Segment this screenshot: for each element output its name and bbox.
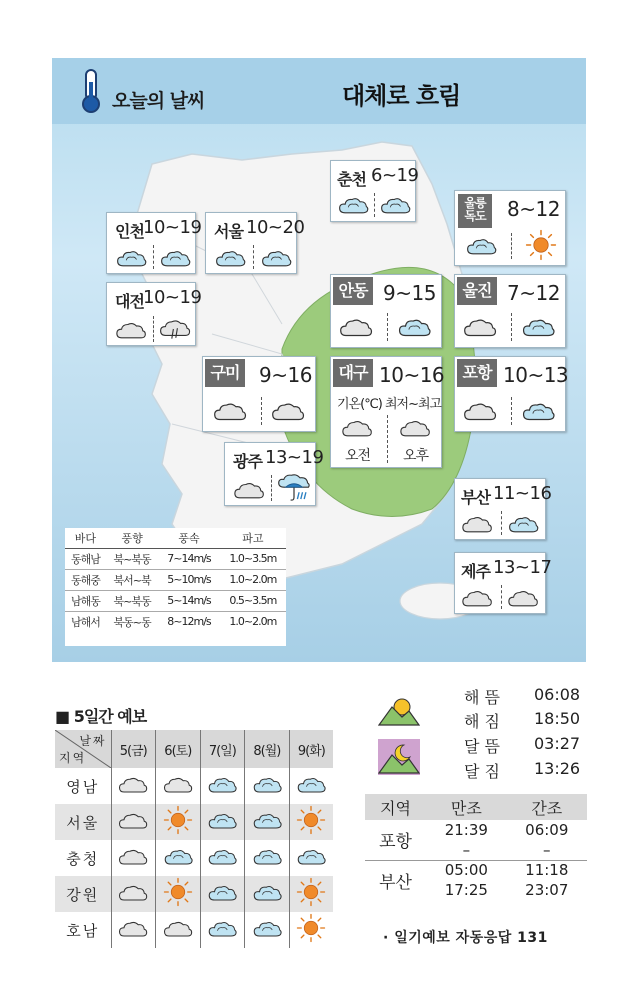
partly-cloudy-icon: [252, 882, 282, 903]
sea-header: 바다: [65, 528, 106, 548]
city-temp: 8~12: [507, 197, 560, 221]
forecast-region: 호남: [55, 912, 111, 948]
cloudy-icon: [118, 918, 148, 939]
forecast-cell: [245, 876, 290, 912]
sea-conditions-table: [65, 528, 286, 646]
sea-cell: 0.5~3.5m: [220, 590, 286, 611]
sea-header: 파고: [220, 528, 286, 548]
city-card-busan: [454, 478, 552, 540]
legend-am-label: 오전: [345, 448, 371, 464]
partly-cloudy-icon: [207, 882, 237, 903]
city-temp: 11~16: [493, 483, 552, 504]
forecast-cell: [245, 912, 290, 948]
city-temp: 9~16: [259, 363, 312, 387]
city-card-pohang: [454, 356, 569, 432]
city-name: 제주: [461, 562, 490, 581]
city-temp: 10~19: [143, 217, 202, 238]
sunrise-time: 06:08: [534, 685, 581, 704]
sea-cell: 남해동: [65, 590, 106, 611]
partly-cloudy-icon: [115, 247, 147, 269]
cloudy-icon: [118, 846, 148, 867]
sea-cell: 북~북동: [106, 590, 158, 611]
tide-low: –: [543, 840, 551, 859]
sea-cell: 북동~동: [113, 615, 151, 629]
legend-unit-text: 기온(℃) 최저~최고: [337, 397, 442, 412]
city-name: 안동: [333, 277, 373, 305]
cloudy-icon: [463, 399, 497, 423]
city-card-uljin: [454, 274, 566, 348]
forecast-row: [55, 768, 333, 804]
table-row: [65, 548, 286, 569]
city-name: 서울: [214, 222, 243, 241]
sea-cell: 5~14m/s: [158, 590, 219, 611]
city-name: 인천: [115, 222, 144, 241]
legend-pm-label: 오후: [403, 448, 429, 464]
moonset-label: 달 짐: [464, 762, 500, 781]
city-name: 울진: [457, 277, 497, 305]
forecast-cell: [156, 768, 201, 804]
tide-high: –: [462, 840, 471, 859]
city-temp: 9~15: [383, 281, 436, 305]
city-card-chuncheon: [330, 160, 419, 222]
partly-cloudy-icon: [521, 315, 555, 339]
tide-table: [365, 794, 587, 900]
partly-cloudy-icon: [252, 846, 282, 867]
moonrise-time: 03:27: [534, 734, 581, 753]
partly-cloudy-icon: [207, 774, 237, 795]
city-card-jeju: [454, 552, 552, 614]
city-name: 부산: [461, 488, 490, 507]
forecast-region: 강원: [55, 876, 111, 912]
table-row: [365, 860, 587, 880]
forecast-row: [55, 876, 333, 912]
five-day-forecast-table: [55, 730, 333, 948]
sea-cell: 8~12m/s: [167, 615, 211, 629]
partly-cloudy-icon: [397, 315, 431, 339]
forecast-cell: [289, 912, 333, 948]
table-row: [65, 611, 286, 632]
city-card-andong: [330, 274, 442, 348]
forecast-day: 5(금): [111, 730, 156, 768]
partly-cloudy-icon: [252, 810, 282, 831]
sunny-icon: [163, 805, 193, 835]
forecast-cell: [245, 840, 290, 876]
city-card-seoul: [205, 212, 305, 274]
cloudy-icon: [461, 513, 493, 535]
forecast-cell: [156, 912, 201, 948]
forecast-region: 서울: [55, 804, 111, 840]
partly-cloudy-icon: [252, 918, 282, 939]
forecast-cell: [289, 840, 333, 876]
sea-cell: 동해중: [65, 569, 106, 590]
header-bar: [52, 58, 586, 124]
sunrise-label: 해 뜸: [464, 688, 500, 707]
tide-header: 간조: [507, 794, 587, 820]
forecast-row: [55, 912, 333, 948]
tide-high: 17:25: [444, 881, 488, 899]
city-name: 대구: [333, 359, 373, 387]
partly-cloudy-icon: [379, 194, 411, 216]
sea-cell: 1.0~2.0m: [220, 569, 286, 590]
forecast-cell: [111, 912, 156, 948]
city-temp: 13~19: [265, 447, 324, 468]
cloudy-icon: [213, 399, 247, 423]
forecast-cell: [289, 804, 333, 840]
city-temp: 7~12: [507, 281, 560, 305]
partly-cloudy-icon: [296, 846, 326, 867]
sea-cell: 북~북동: [106, 548, 158, 569]
sunny-icon: [296, 913, 326, 943]
sunny-icon: [296, 877, 326, 907]
table-row: [65, 590, 286, 611]
moonrise-icon: [378, 739, 420, 775]
cloudy-icon: [271, 399, 305, 423]
cloudy-icon: [115, 319, 147, 341]
city-temp: 10~16: [379, 363, 445, 387]
corner-region-label: 지역: [59, 751, 87, 765]
sea-cell: 1.0~3.5m: [220, 548, 286, 569]
cloudy-icon: [339, 315, 373, 339]
forecast-row: [55, 804, 333, 840]
cloudy-icon: [233, 479, 265, 501]
moonset-time: 13:26: [534, 759, 581, 778]
partly-cloudy-icon: [260, 247, 292, 269]
city-name: 대전: [115, 292, 144, 311]
summary-title: 대체로 흐림: [342, 82, 461, 110]
tide-high: 05:00: [426, 860, 506, 880]
corner-divider: [55, 730, 111, 768]
forecast-row: [55, 840, 333, 876]
forecast-cell: [200, 912, 245, 948]
forecast-corner: [55, 730, 111, 768]
tide-high: 21:39: [444, 821, 488, 839]
cloudy-icon: [463, 315, 497, 339]
city-card-gumi: [202, 356, 316, 432]
today-weather-label: 오늘의 날씨: [112, 90, 205, 112]
sea-header: 풍향: [106, 528, 158, 548]
partly-cloudy-icon: [214, 247, 246, 269]
forecast-cell: [156, 804, 201, 840]
forecast-day: 6(토): [156, 730, 201, 768]
tide-header: 만조: [426, 794, 506, 820]
forecast-cell: [245, 804, 290, 840]
city-card-incheon: [106, 212, 202, 274]
corner-date-label: 날짜: [79, 734, 107, 748]
forecast-cell: [200, 840, 245, 876]
cloudy-icon: [118, 882, 148, 903]
partly-cloudy-icon: [163, 846, 193, 867]
cloudy-icon: [399, 417, 431, 439]
city-name: 포항: [457, 359, 497, 387]
tide-low: 06:09: [525, 821, 569, 839]
partly-cloudy-icon: [521, 399, 555, 423]
partly-cloudy-icon: [337, 194, 369, 216]
cloudy-icon: [341, 417, 373, 439]
sea-cell: 북서~북: [106, 569, 158, 590]
table-row: [65, 569, 286, 590]
forecast-cell: [289, 768, 333, 804]
partly-cloudy-icon: [207, 810, 237, 831]
city-card-gwangju: [224, 442, 324, 506]
sunset-label: 해 짐: [464, 712, 500, 731]
cloudy-icon: [163, 774, 193, 795]
forecast-region: 충청: [55, 840, 111, 876]
sea-cell: 1.0~2.0m: [229, 615, 277, 629]
tide-low: 11:18: [507, 860, 587, 880]
forecast-cell: [111, 876, 156, 912]
forecast-cell: [200, 804, 245, 840]
forecast-cell: [111, 804, 156, 840]
partly-cloudy-icon: [296, 774, 326, 795]
cloudy-icon: [163, 918, 193, 939]
city-temp: 10~13: [503, 363, 569, 387]
forecast-title: ■ 5일간 예보: [55, 707, 147, 726]
forecast-day: 8(월): [245, 730, 290, 768]
city-name: 춘천: [337, 170, 366, 189]
thermometer-icon: [78, 68, 104, 114]
forecast-region: 영남: [55, 768, 111, 804]
partly-cloudy-icon: [207, 846, 237, 867]
sunset-time: 18:50: [534, 709, 581, 728]
sunny-icon: [296, 805, 326, 835]
cloudy-icon: [461, 587, 493, 609]
forecast-cell: [200, 768, 245, 804]
partly-cloudy-icon: [465, 235, 497, 257]
forecast-day: 9(화): [289, 730, 333, 768]
auto-reply-info: · 일기예보 자동응답 131: [383, 930, 548, 946]
forecast-cell: [245, 768, 290, 804]
city-temp: 10~20: [246, 217, 305, 238]
rain-umbrella-icon: [277, 473, 311, 503]
sea-cell: 5~10m/s: [158, 569, 219, 590]
partly-cloudy-icon: [507, 513, 539, 535]
tide-location: 포항: [379, 832, 412, 853]
sea-header: 풍속: [158, 528, 219, 548]
city-temp: 10~19: [143, 287, 202, 308]
sunrise-icon: [378, 693, 420, 727]
sea-cell: 동해남: [65, 548, 106, 569]
cloudy-icon: [118, 774, 148, 795]
city-temp: 6~19: [371, 165, 419, 186]
forecast-cell: [156, 876, 201, 912]
cloudy-icon: [507, 587, 539, 609]
forecast-cell: [156, 840, 201, 876]
sea-cell: 남해서: [70, 615, 100, 629]
forecast-cell: [289, 876, 333, 912]
forecast-day: 7(일): [200, 730, 245, 768]
forecast-cell: [200, 876, 245, 912]
city-name: 구미: [205, 359, 245, 387]
tide-low: 23:07: [525, 881, 569, 899]
forecast-cell: [111, 768, 156, 804]
city-card-daejeon: [106, 282, 202, 346]
city-name: 광주: [233, 452, 262, 471]
city-name: 울릉 독도: [458, 194, 492, 228]
cloudy-icon: [118, 810, 148, 831]
city-temp: 13~17: [493, 557, 552, 578]
moonrise-label: 달 뜸: [464, 737, 500, 756]
partly-cloudy-icon: [159, 247, 191, 269]
partly-cloudy-icon: [207, 918, 237, 939]
city-card-ulleung: [454, 190, 566, 266]
sunny-icon: [163, 877, 193, 907]
city-card-daegu: [330, 356, 445, 468]
sea-cell: 7~14m/s: [158, 548, 219, 569]
tide-location: 부산: [365, 860, 426, 900]
cloudy-rain-icon: [159, 317, 191, 341]
tide-header: 지역: [365, 794, 426, 820]
sunny-icon: [525, 229, 557, 261]
forecast-cell: [111, 840, 156, 876]
table-row: [365, 820, 587, 840]
partly-cloudy-icon: [252, 774, 282, 795]
